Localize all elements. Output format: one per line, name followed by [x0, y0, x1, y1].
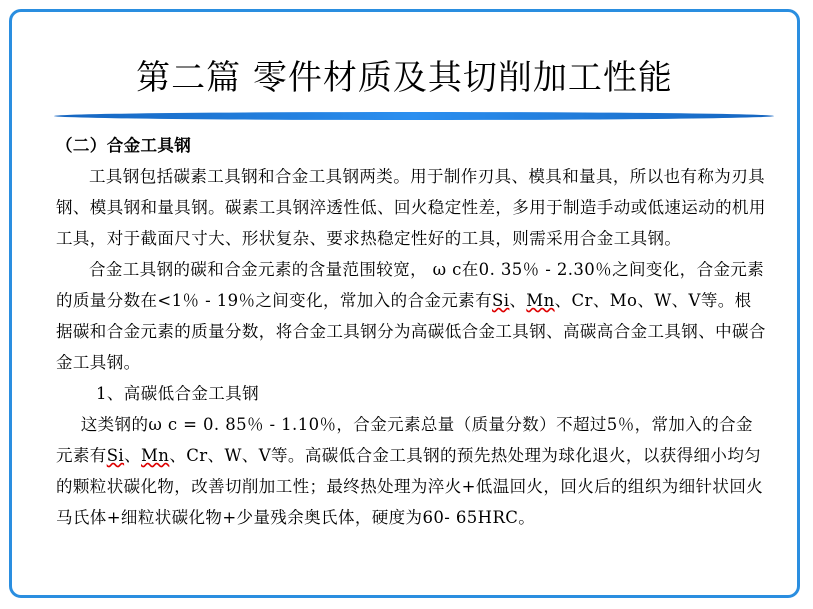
separator: 、 — [124, 446, 141, 465]
subsection-heading: 1、高碳低合金工具钢 — [96, 384, 259, 403]
section-heading: （二）合金工具钢 — [56, 136, 192, 155]
element-mn: Mn — [141, 446, 170, 465]
slide-title: 第二篇 零件材质及其切削加工性能 — [136, 58, 673, 98]
element-si: Si — [106, 446, 125, 465]
paragraph-2 — [56, 254, 768, 378]
paragraph-2-text-end: 、Cr、Mo、W、V等。根据碳和合金元素的质量分数，将合金工具钢分为高碳低合金工具钢、高碳高合金工具钢、中碳合金工具钢。 — [56, 291, 766, 372]
paragraph-3 — [56, 409, 768, 533]
slide-content — [56, 130, 768, 533]
paragraph-3-text: 这类钢的ω c = 0. 85％ - 1.10％，合金元素总量（质量分数）不超过5％，常加入的合金元素有 — [56, 415, 753, 465]
separator: 、 — [509, 291, 527, 310]
element-si: Si — [491, 291, 510, 310]
title-underline-bar — [54, 112, 774, 120]
paragraph-1: 工具钢包括碳素工具钢和合金工具钢两类。用于制作刃具、模具和量具，所以也有称为刃具钢、模具钢和量具钢。碳素工具钢淬透性低、回火稳定性差，多用于制造手动或低速运动的机用工具，对于截面尺寸大、形状复杂、要求热稳定性好的工具，则需采用合金工具钢。 — [56, 167, 766, 248]
paragraph-2-text: 合金工具钢的碳和合金元素的含量范围较宽， ω c在0. 35％ - 2.30％之间变化，合金元素的质量分数在<1％ - 19％之间变化，常加入的合金元素有 — [56, 260, 765, 310]
slide-frame — [9, 9, 800, 598]
element-mn: Mn — [526, 291, 555, 310]
paragraph-3-text-end: 、Cr、W、V等。高碳低合金工具钢的预先热处理为球化退火，以获得细小均匀的颗粒状碳化物，改善切削加工性；最终热处理为淬火+低温回火，回火后的组织为细针状回火马氏体+细粒状碳化物+少量残余奥氏体，硬度为60- 65HRC。 — [56, 446, 764, 527]
